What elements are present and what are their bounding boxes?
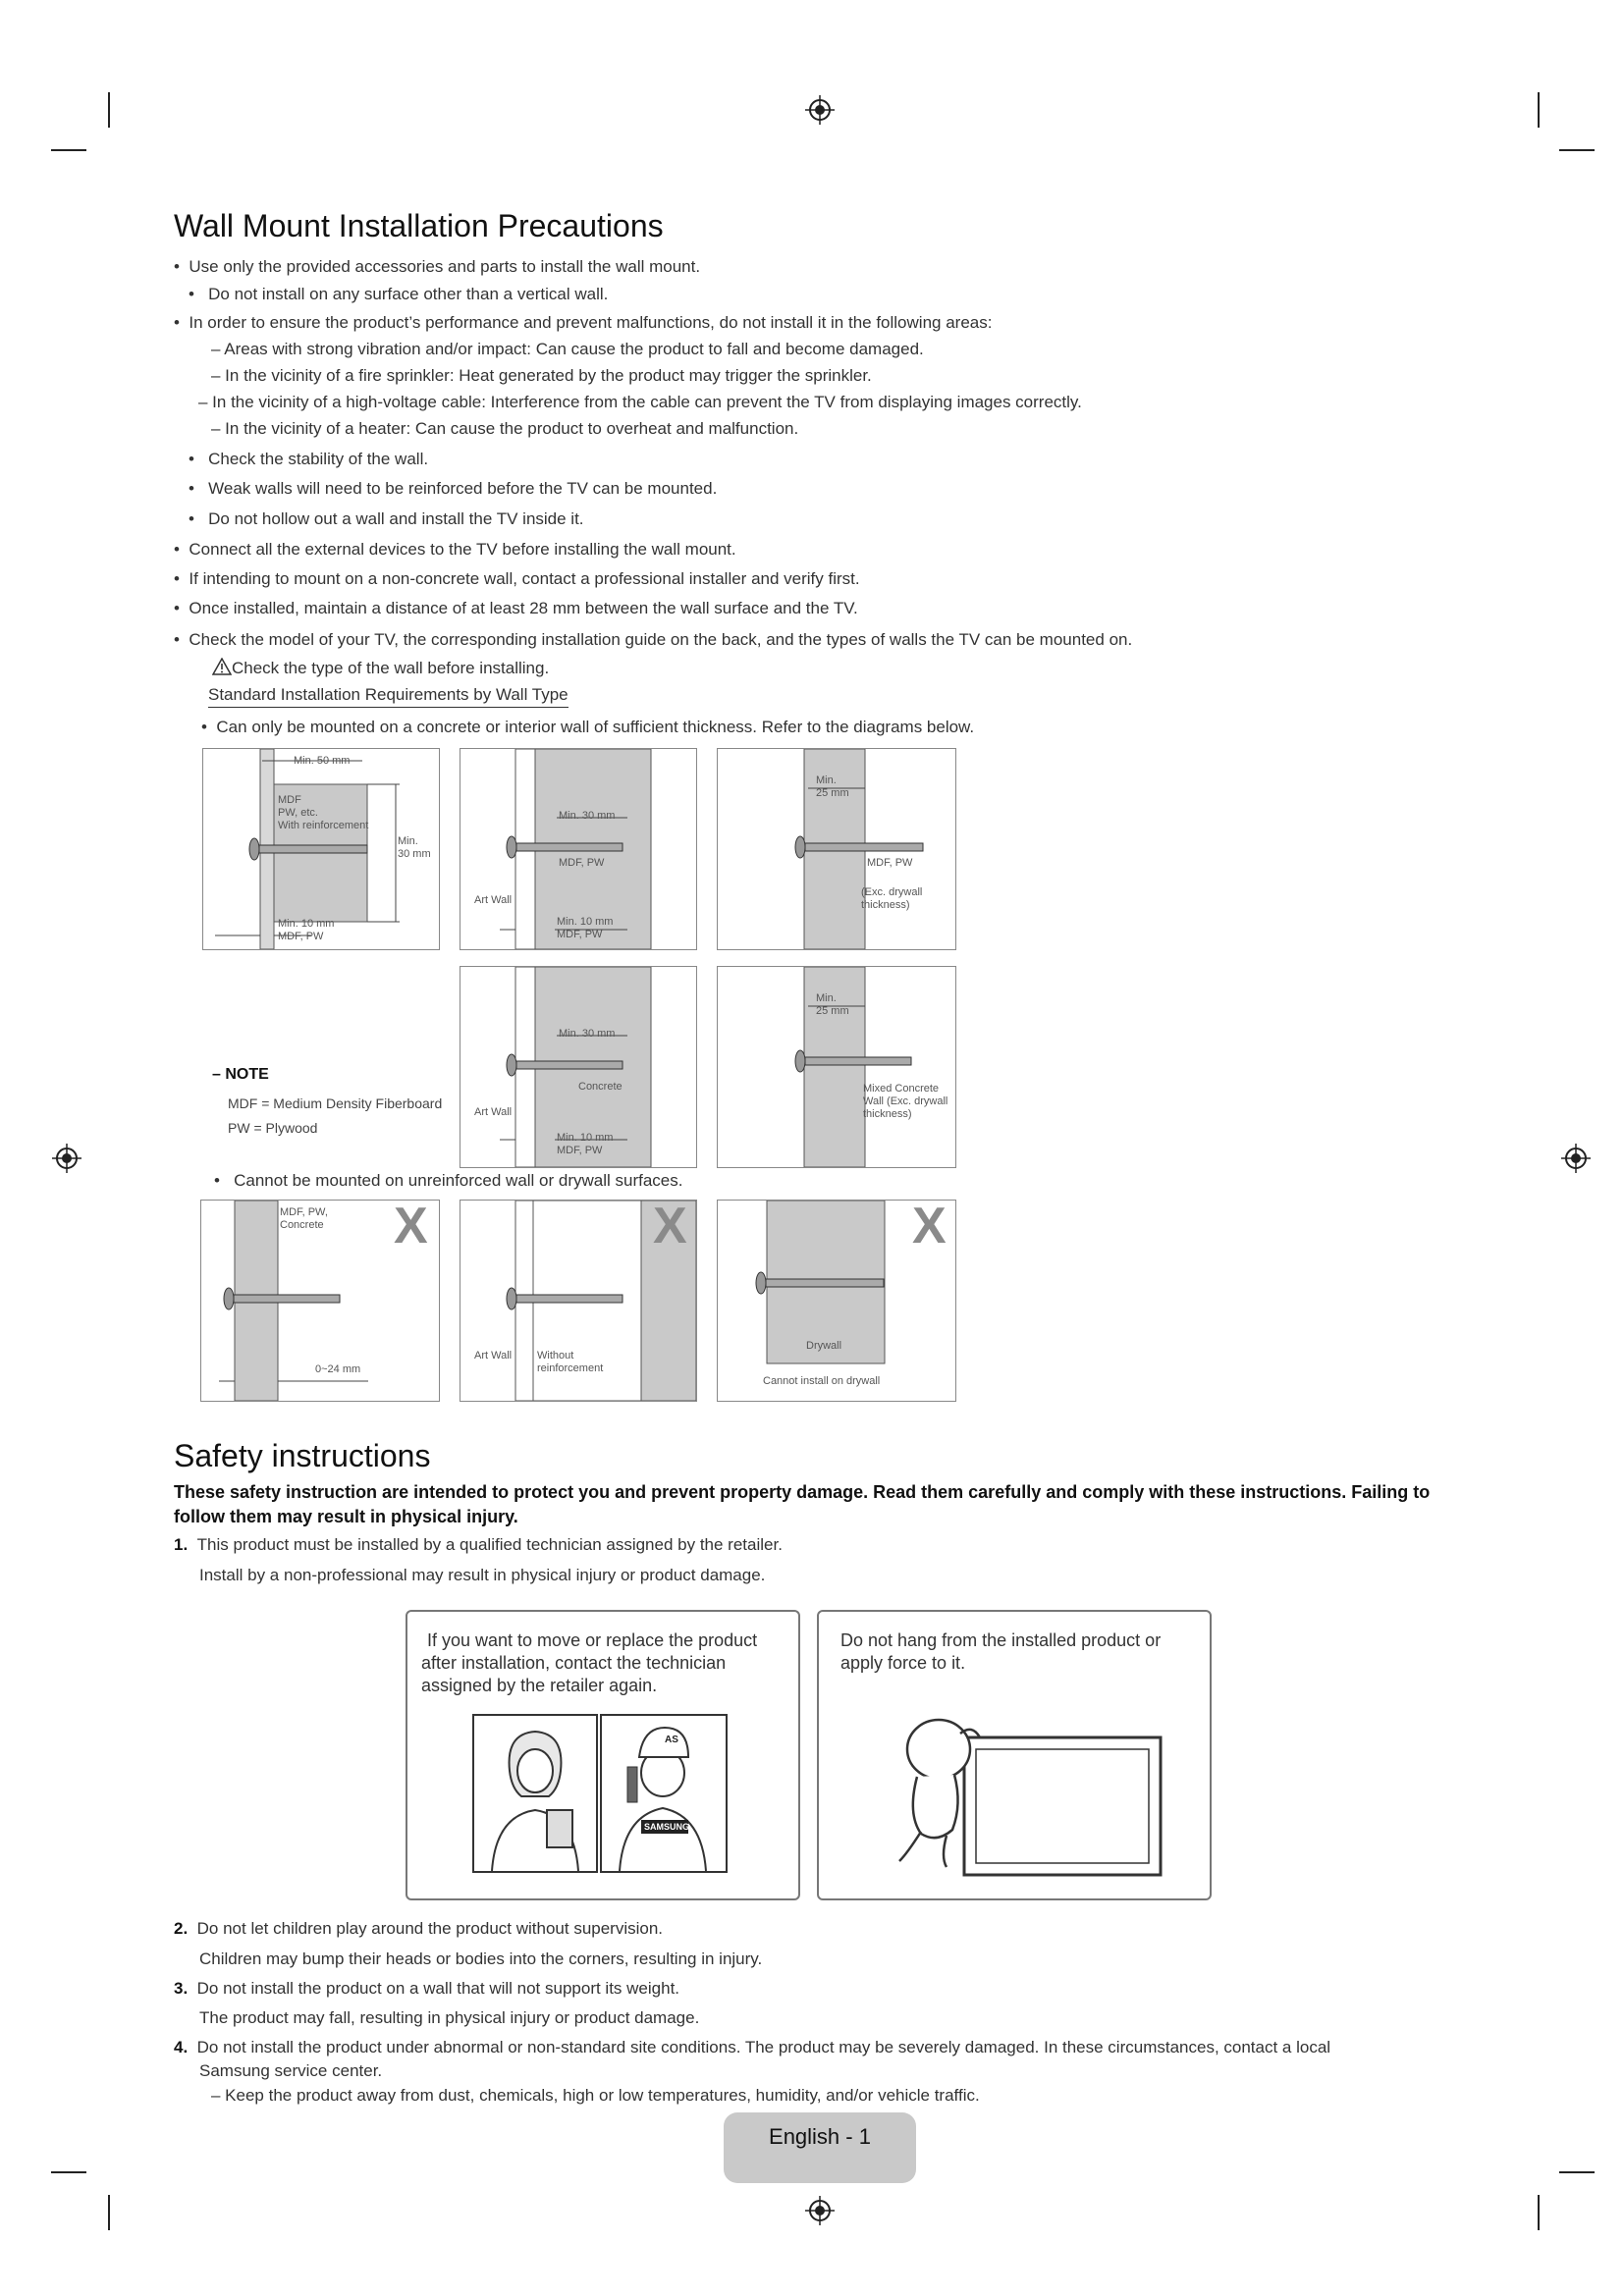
safety-item-sub: The product may fall, resulting in physical injury or product damage. xyxy=(199,2008,700,2027)
wall-label: Art Wall xyxy=(474,1350,513,1362)
wall-diagram-art-wall-mdf xyxy=(460,748,697,950)
crop-mark xyxy=(1559,2171,1595,2173)
safety-item-sub: Children may bump their heads or bodies into the corners, resulting in injury. xyxy=(199,1949,763,1968)
dimension-label: Min. 25 mm xyxy=(816,774,849,799)
caption-label: Cannot install on drywall xyxy=(763,1375,881,1387)
page-footer xyxy=(724,2112,916,2183)
dimension-label: Min. 10 mm MDF, PW xyxy=(557,916,614,940)
material-label: MDF, PW, Concrete xyxy=(280,1206,328,1231)
wall-label: Art Wall xyxy=(474,894,513,906)
safety-item: 4. Do not install the product under abnormal or non-standard site conditions. The product may be severely damaged. In these circumstances, contact a local xyxy=(174,2038,1331,2056)
registration-mark-icon xyxy=(805,2196,835,2225)
bullet-item: • Once installed, maintain a distance of at least 28 mm between the wall surface and the TV. xyxy=(174,599,858,617)
safety-item-sub: – Keep the product away from dust, chemicals, high or low temperatures, humidity, and/or vehicle traffic. xyxy=(211,2086,980,2105)
registration-mark-icon xyxy=(1561,1144,1591,1173)
safety-item: 1. This product must be installed by a qualified technician assigned by the retailer. xyxy=(174,1535,783,1554)
box-text-line: apply force to it. xyxy=(840,1653,966,1673)
box-text-line: If you want to move or replace the product xyxy=(427,1630,758,1650)
registration-mark-icon xyxy=(52,1144,81,1173)
crop-mark xyxy=(51,2171,86,2173)
not-allowed-icon: X xyxy=(394,1200,428,1255)
sub-item: – Areas with strong vibration and/or impact: Can cause the product to fall and become damaged. xyxy=(211,340,924,358)
wall-diagram-mdf xyxy=(717,748,956,950)
note-title: – NOTE xyxy=(212,1066,269,1083)
illustration-box-child-hanging xyxy=(817,1610,1212,1900)
woman-on-phone-icon xyxy=(472,1714,598,1873)
bullet-item: • Do not install on any surface other than a vertical wall. xyxy=(189,285,609,303)
wall-diagram-not-allowed-drywall xyxy=(717,1200,956,1402)
sub-item: – In the vicinity of a high-voltage cable: Interference from the cable can prevent the TV from displaying images correctly. xyxy=(198,393,1082,411)
bullet-item: • Use only the provided accessories and parts to install the wall mount. xyxy=(174,257,701,276)
standard-heading: Standard Installation Requirements by Wall Type xyxy=(208,685,568,708)
safety-item-sub: Samsung service center. xyxy=(199,2061,383,2080)
child-hanging-on-tv-icon xyxy=(878,1706,1172,1883)
section-title-safety: Safety instructions xyxy=(174,1438,431,1473)
bullet-item: • In order to ensure the product’s performance and prevent malfunctions, do not install it in the following areas: xyxy=(174,313,993,332)
section-title-wall-mount: Wall Mount Installation Precautions xyxy=(174,208,664,243)
not-allowed-icon: X xyxy=(912,1200,947,1255)
illustration-box-technician xyxy=(406,1610,800,1900)
cap-label: AS xyxy=(665,1735,678,1745)
dimension-label: Min. 30 mm xyxy=(559,810,616,822)
material-label: MDF, PW xyxy=(867,857,913,869)
dimension-label: Min. 30 mm xyxy=(398,835,431,860)
crop-mark xyxy=(108,2195,110,2230)
wall-diagram-art-wall-concrete xyxy=(460,966,697,1168)
bullet-item: • Connect all the external devices to the TV before installing the wall mount. xyxy=(174,540,736,559)
shirt-label: SAMSUNG xyxy=(644,1822,690,1832)
safety-item: 2. Do not let children play around the product without supervision. xyxy=(174,1919,664,1938)
note-line: PW = Plywood xyxy=(228,1120,318,1136)
warning-line xyxy=(212,658,549,678)
material-label: Concrete xyxy=(578,1081,623,1093)
wall-diagram-mixed-concrete xyxy=(717,966,956,1168)
wall-diagram-not-allowed-thin xyxy=(200,1200,440,1402)
crop-mark xyxy=(51,149,86,151)
box-text-line: assigned by the retailer again. xyxy=(421,1676,658,1695)
technician-on-phone-icon xyxy=(600,1714,728,1873)
dimension-label: Min. 10 mm MDF, PW xyxy=(278,918,335,942)
box-text-line: after installation, contact the technician xyxy=(421,1653,727,1673)
warning-text: Check the type of the wall before installing. xyxy=(232,659,550,677)
dimension-label: Min. 10 mm MDF, PW xyxy=(557,1132,614,1156)
crop-mark xyxy=(108,92,110,128)
page-label: English - 1 xyxy=(769,2124,871,2149)
wall-diagram-not-allowed-art-wall xyxy=(460,1200,697,1402)
sub-item: – In the vicinity of a heater: Can cause the product to overheat and malfunction. xyxy=(211,419,799,438)
dimension-label: Min. 30 mm xyxy=(559,1028,616,1040)
safety-intro: follow them may result in physical injury. xyxy=(174,1507,518,1526)
dimension-label: Min. 25 mm xyxy=(816,992,849,1017)
bullet-item: • Check the model of your TV, the corresponding installation guide on the back, and the types of walls the TV can be mounted on. xyxy=(174,630,1133,649)
material-label: Mixed Concrete Wall (Exc. drywall thickness) xyxy=(863,1083,948,1120)
wall-diagram-mdf-reinforced xyxy=(202,748,440,950)
crop-mark xyxy=(1538,2195,1540,2230)
material-label: MDF, PW xyxy=(559,857,605,869)
safety-item: 3. Do not install the product on a wall that will not support its weight. xyxy=(174,1979,680,1998)
bullet-item: • Can only be mounted on a concrete or interior wall of sufficient thickness. Refer to the diagrams below. xyxy=(201,718,975,736)
dimension-label: Min. 50 mm xyxy=(294,755,351,767)
bullet-item: • Weak walls will need to be reinforced before the TV can be mounted. xyxy=(189,479,718,498)
bullet-item: • Cannot be mounted on unreinforced wall or drywall surfaces. xyxy=(214,1171,683,1190)
registration-mark-icon xyxy=(805,95,835,125)
warning-triangle-icon xyxy=(212,658,232,675)
crop-mark xyxy=(1538,92,1540,128)
dimension-label: 0~24 mm xyxy=(315,1363,361,1375)
material-label: MDF PW, etc. With reinforcement xyxy=(278,794,369,831)
material-label: Drywall xyxy=(806,1340,842,1352)
box-text-line: Do not hang from the installed product or xyxy=(840,1630,1162,1650)
note-line: MDF = Medium Density Fiberboard xyxy=(228,1095,443,1111)
material-label: Without reinforcement xyxy=(537,1350,604,1374)
safety-intro: These safety instruction are intended to protect you and prevent property damage. Read them carefully and comply with these instructions. Failing to xyxy=(174,1482,1431,1502)
crop-mark xyxy=(1559,149,1595,151)
bullet-item: • Do not hollow out a wall and install the TV inside it. xyxy=(189,509,584,528)
bullet-item: • If intending to mount on a non-concrete wall, contact a professional installer and verify first. xyxy=(174,569,860,588)
wall-label: Art Wall xyxy=(474,1106,513,1118)
sub-item: – In the vicinity of a fire sprinkler: Heat generated by the product may trigger the sprinkler. xyxy=(211,366,872,385)
safety-item-sub: Install by a non-professional may result in physical injury or product damage. xyxy=(199,1566,766,1584)
bullet-item: • Check the stability of the wall. xyxy=(189,450,429,468)
note-label: (Exc. drywall thickness) xyxy=(861,886,923,911)
not-allowed-icon: X xyxy=(653,1200,687,1255)
